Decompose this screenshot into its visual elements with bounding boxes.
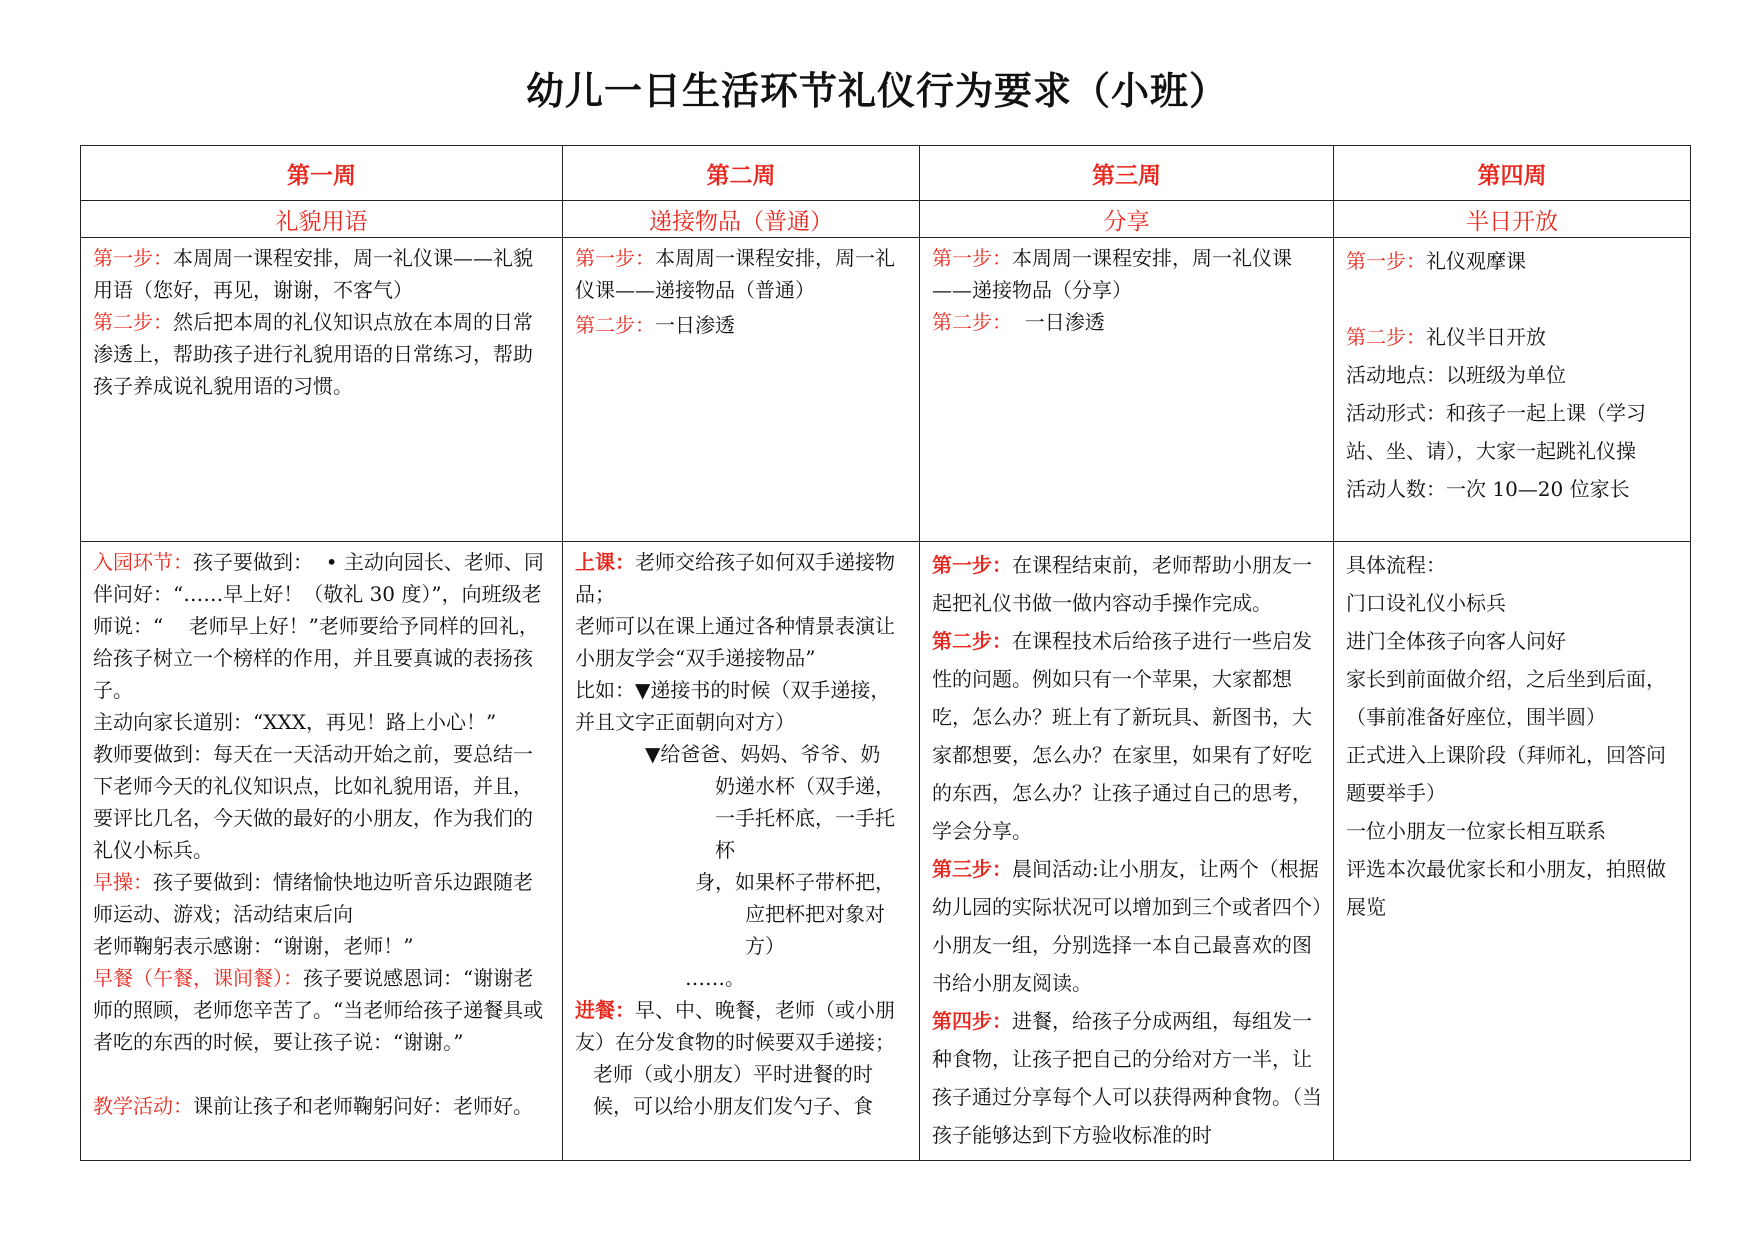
- example-cup-text-4: 应把杯把对象对方）: [745, 902, 885, 958]
- week-3-steps-cell: [920, 238, 1334, 542]
- meal-section: [93, 962, 552, 1058]
- week-4-step-2: [1346, 318, 1680, 356]
- process-item: 进门全体孩子向客人问好: [1346, 629, 1566, 653]
- entry-section: [93, 546, 552, 706]
- section-text: 课前让孩子和老师鞠躬问好：老师好。: [193, 1094, 533, 1118]
- share-step-2: [932, 622, 1323, 850]
- activity-location: 活动地点：以班级为单位: [1346, 363, 1566, 387]
- teaching-section: [93, 1090, 552, 1122]
- week-2-step-1: [575, 242, 909, 306]
- week-1-steps-cell: [81, 238, 563, 542]
- meal-tools-text: 老师（或小朋友）平时进餐的时候，可以给小朋友们发勺子、食: [593, 1062, 873, 1118]
- section-text: 孩子要做到：情绪愉快地边听音乐边跟随老师运动、游戏；活动结束后向: [93, 870, 533, 926]
- step-label: 第一步：: [575, 246, 655, 270]
- weekly-etiquette-table: [80, 145, 1691, 1161]
- class-section: [575, 546, 909, 610]
- step-text: 一日渗透: [655, 313, 735, 337]
- step-text: 一日渗透: [1012, 310, 1105, 334]
- process-item: 正式进入上课阶段（拜师礼，回答问题要举手）: [1346, 743, 1666, 805]
- step-label: 第一步：: [932, 246, 1012, 270]
- section-label: 早操：: [93, 870, 153, 894]
- step-label: 第一步：: [932, 553, 1012, 577]
- section-label: 进餐：: [575, 998, 635, 1022]
- section-text: 孩子要说感恩词：“谢谢老师的照顾，老师您辛苦了。“当老师给孩子递餐具或者吃的东西的时候，要让孩子说：“谢谢。”: [93, 966, 544, 1054]
- week-4-detail-cell: [1334, 542, 1691, 1161]
- section-label: 入园环节：: [93, 550, 193, 574]
- process-item: 家长到前面做介绍，之后坐到后面，（事前准备好座位，围半圆）: [1346, 667, 1666, 729]
- step-label: 第二步：: [93, 310, 173, 334]
- role-play-text: 老师可以在课上通过各种情景表演让小朋友学会“双手递接物品”: [575, 614, 895, 670]
- week-2-step-2: [575, 306, 909, 344]
- meal-section: [575, 994, 909, 1058]
- week-2-detail-cell: [563, 542, 920, 1161]
- step-label: 第一步：: [93, 246, 173, 270]
- week-4-topic: 半日开放: [1334, 201, 1691, 238]
- morning-exercise-section: [93, 866, 552, 930]
- step-label: 第三步：: [932, 857, 1012, 881]
- section-label: 上课：: [575, 550, 635, 574]
- example-cup-text-2: 奶递水杯（双手递，一手托杯底，一手托杯: [715, 774, 895, 862]
- document-title: 幼儿一日生活环节礼仪行为要求（小班）: [525, 68, 1228, 113]
- step-text: 进餐，给孩子分成两组，每组发一种食物，让孩子把自己的分给对方一半，让孩子通过分享每个人可以获得两种食物。（当孩子能够达到下方验收标准的时: [932, 1009, 1322, 1147]
- section-text: 孩子要做到： • 主动向园长、老师、同伴问好：“……早上好！（敬礼 30 度）”，向班级老师说：“ 老师早上好！”老师要给予同样的回礼，给孩子树立一个榜样的作用，并且要真诚的表扬孩子。: [93, 550, 544, 702]
- share-step-1: [932, 546, 1323, 622]
- share-step-3: [932, 850, 1323, 1002]
- week-4-header: 第四周: [1334, 146, 1691, 201]
- section-label: 早餐（午餐，课间餐）：: [93, 966, 303, 990]
- step-text: 然后把本周的礼仪知识点放在本周的日常渗透上，帮助孩子进行礼貌用语的日常练习，帮助孩子养成说礼貌用语的习惯。: [93, 310, 533, 398]
- week-2-header: 第二周: [563, 146, 920, 201]
- thanks-text: 老师鞠躬表示感谢：“谢谢，老师！”: [93, 934, 414, 958]
- week-1-step-1: [93, 242, 552, 306]
- process-item: 评选本次最优家长和小朋友，拍照做展览: [1346, 857, 1666, 919]
- week-3-detail-cell: [920, 542, 1334, 1161]
- example-cup-text: ▼给爸爸、妈妈、爷爷、奶: [645, 742, 881, 766]
- section-text: 早、中、晚餐，老师（或小朋友）在分发食物的时候要双手递接；: [575, 998, 895, 1054]
- week-1-detail-cell: [81, 542, 563, 1161]
- week-3-topic: 分享: [920, 201, 1334, 238]
- week-4-step-1: [1346, 242, 1680, 280]
- step-text: 本周周一课程安排，周一礼仪课——递接物品（普通）: [575, 246, 895, 302]
- week-3-header: 第三周: [920, 146, 1334, 201]
- step-text: 在课程结束前，老师帮助小朋友一起把礼仪书做一做内容动手操作完成。: [932, 553, 1312, 615]
- section-label: 教学活动：: [93, 1094, 193, 1118]
- step-text: 晨间活动:让小朋友，让两个（根据幼儿园的实际状况可以增加到三个或者四个）小朋友一组，分别选择一本自己最喜欢的图书给小朋友阅读。: [932, 857, 1322, 995]
- step-label: 第二步：: [1346, 325, 1426, 349]
- step-label: 第二步：: [932, 310, 1012, 334]
- example-cup-text-3: 身，如果杯子带杯把，: [695, 870, 895, 894]
- week-1-step-2: [93, 306, 552, 402]
- step-text: 礼仪半日开放: [1426, 325, 1546, 349]
- process-heading: 具体流程：: [1346, 553, 1446, 577]
- week-3-step-1: [932, 242, 1323, 306]
- share-step-4: [932, 1002, 1323, 1154]
- step-text: 礼仪观摩课: [1426, 249, 1526, 273]
- process-item: 一位小朋友一位家长相互联系: [1346, 819, 1606, 843]
- step-label: 第二步：: [575, 313, 655, 337]
- week-4-steps-cell: [1334, 238, 1691, 542]
- step-text: 本周周一课程安排，周一礼仪课——礼貌用语（您好，再见，谢谢，不客气）: [93, 246, 533, 302]
- step-text: 本周周一课程安排，周一礼仪课——递接物品（分享）: [932, 246, 1292, 302]
- week-1-topic: 礼貌用语: [81, 201, 563, 238]
- step-label: 第四步：: [932, 1009, 1012, 1033]
- process-item: 门口设礼仪小标兵: [1346, 591, 1506, 615]
- farewell-text: 主动向家长道别：“XXX，再见！路上小心！”: [93, 710, 497, 734]
- activity-attendance: 活动人数：一次 10—20 位家长: [1346, 477, 1630, 501]
- step-text: 在课程技术后给孩子进行一些启发性的问题。例如只有一个苹果，大家都想吃，怎么办？班上有了新玩具、新图书，大家都想要，怎么办？在家里，如果有了好吃的东西，怎么办？让孩子通过自己的思考，学会分享。: [932, 629, 1312, 843]
- step-label: 第二步：: [932, 629, 1012, 653]
- week-2-steps-cell: [563, 238, 920, 542]
- example-book-text: 比如：▼递接书的时候（双手递接，并且文字正面朝向对方）: [575, 678, 891, 734]
- section-text: 老师交给孩子如何双手递接物品；: [575, 550, 895, 606]
- activity-format: 活动形式：和孩子一起上课（学习站、坐、请），大家一起跳礼仪操: [1346, 401, 1646, 463]
- teacher-duty-text: 教师要做到：每天在一天活动开始之前，要总结一下老师今天的礼仪知识点，比如礼貌用语，并且，要评比几名，今天做的最好的小朋友，作为我们的礼仪小标兵。: [93, 742, 533, 862]
- week-3-step-2: [932, 306, 1323, 338]
- step-label: 第一步：: [1346, 249, 1426, 273]
- week-1-header: 第一周: [81, 146, 563, 201]
- week-2-topic: 递接物品（普通）: [563, 201, 920, 238]
- ellipsis-text: ……。: [685, 966, 745, 990]
